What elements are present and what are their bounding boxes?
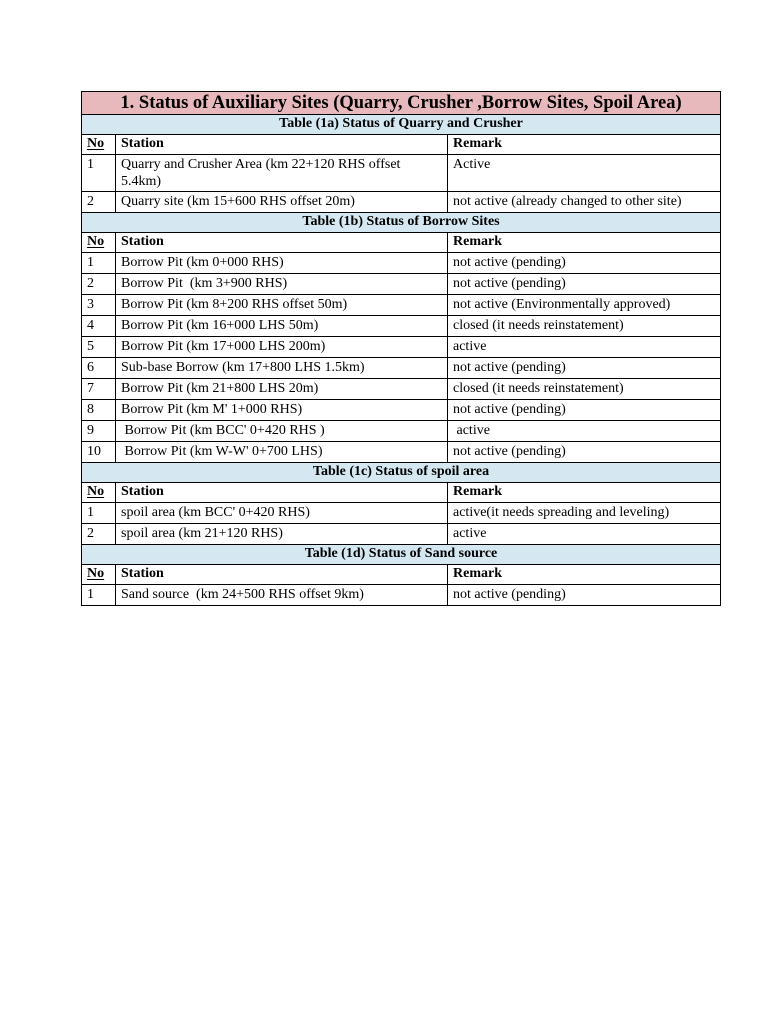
row-station: Borrow Pit (km 8+200 RHS offset 50m)	[116, 295, 448, 316]
header-remark: Remark	[448, 233, 721, 253]
row-station: Borrow Pit (km 0+000 RHS)	[116, 253, 448, 274]
table-row	[82, 585, 721, 606]
table-1d-header-row	[82, 565, 721, 585]
table-row	[82, 295, 721, 316]
row-remark: active	[448, 421, 721, 442]
row-station: Borrow Pit (km W-W' 0+700 LHS)	[116, 442, 448, 463]
row-no: 2	[82, 524, 116, 545]
row-remark: not active (pending)	[448, 358, 721, 379]
header-station: Station	[116, 233, 448, 253]
table-row	[82, 337, 721, 358]
row-station: Borrow Pit (km BCC' 0+420 RHS )	[116, 421, 448, 442]
row-no: 5	[82, 337, 116, 358]
row-remark: closed (it needs reinstatement)	[448, 316, 721, 337]
table-row	[82, 400, 721, 421]
table-1d-caption-row	[82, 545, 721, 565]
table-row	[82, 192, 721, 213]
row-no: 1	[82, 155, 116, 192]
header-remark: Remark	[448, 565, 721, 585]
row-no: 6	[82, 358, 116, 379]
table-1b-caption-row	[82, 213, 721, 233]
table-row	[82, 316, 721, 337]
table-1a-caption: Table (1a) Status of Quarry and Crusher	[82, 115, 721, 135]
table-row	[82, 379, 721, 400]
row-no: 10	[82, 442, 116, 463]
row-no: 1	[82, 503, 116, 524]
row-station: Quarry site (km 15+600 RHS offset 20m)	[116, 192, 448, 213]
row-station: Borrow Pit (km M' 1+000 RHS)	[116, 400, 448, 421]
row-no: 9	[82, 421, 116, 442]
table-row	[82, 253, 721, 274]
row-remark: not active (Environmentally approved)	[448, 295, 721, 316]
table-1a-header-row	[82, 135, 721, 155]
row-remark: active(it needs spreading and leveling)	[448, 503, 721, 524]
table-row	[82, 155, 721, 192]
auxiliary-sites-table	[81, 91, 721, 606]
row-remark: closed (it needs reinstatement)	[448, 379, 721, 400]
header-station: Station	[116, 135, 448, 155]
row-station: Borrow Pit (km 21+800 LHS 20m)	[116, 379, 448, 400]
row-station: spoil area (km BCC' 0+420 RHS)	[116, 503, 448, 524]
row-no: 1	[82, 585, 116, 606]
row-no: 8	[82, 400, 116, 421]
header-station: Station	[116, 483, 448, 503]
header-no: No	[82, 135, 116, 155]
table-1a-caption-row	[82, 115, 721, 135]
row-remark: not active (already changed to other site)	[448, 192, 721, 213]
row-no: 2	[82, 192, 116, 213]
table-row	[82, 274, 721, 295]
row-remark: not active (pending)	[448, 585, 721, 606]
header-remark: Remark	[448, 483, 721, 503]
row-no: 3	[82, 295, 116, 316]
table-row	[82, 358, 721, 379]
row-remark: Active	[448, 155, 721, 192]
row-station: Quarry and Crusher Area (km 22+120 RHS offset 5.4km)	[116, 155, 448, 192]
row-station: Sand source (km 24+500 RHS offset 9km)	[116, 585, 448, 606]
document-page	[81, 91, 720, 606]
table-1c-header-row	[82, 483, 721, 503]
header-station: Station	[116, 565, 448, 585]
row-remark: not active (pending)	[448, 253, 721, 274]
row-no: 4	[82, 316, 116, 337]
row-remark: not active (pending)	[448, 442, 721, 463]
table-1c-caption-row	[82, 463, 721, 483]
table-1b-header-row	[82, 233, 721, 253]
row-station: Borrow Pit (km 3+900 RHS)	[116, 274, 448, 295]
row-remark: active	[448, 524, 721, 545]
row-remark: active	[448, 337, 721, 358]
table-1b-caption: Table (1b) Status of Borrow Sites	[82, 213, 721, 233]
page-title: 1. Status of Auxiliary Sites (Quarry, Crusher ,Borrow Sites, Spoil Area)	[82, 92, 721, 115]
row-station: Borrow Pit (km 17+000 LHS 200m)	[116, 337, 448, 358]
header-no: No	[82, 483, 116, 503]
title-row	[82, 92, 721, 115]
table-row	[82, 421, 721, 442]
row-no: 7	[82, 379, 116, 400]
row-station: Sub-base Borrow (km 17+800 LHS 1.5km)	[116, 358, 448, 379]
row-no: 2	[82, 274, 116, 295]
table-row	[82, 442, 721, 463]
row-station: spoil area (km 21+120 RHS)	[116, 524, 448, 545]
table-row	[82, 524, 721, 545]
table-1d-caption: Table (1d) Status of Sand source	[82, 545, 721, 565]
row-remark: not active (pending)	[448, 400, 721, 421]
table-1c-caption: Table (1c) Status of spoil area	[82, 463, 721, 483]
header-remark: Remark	[448, 135, 721, 155]
row-station: Borrow Pit (km 16+000 LHS 50m)	[116, 316, 448, 337]
row-no: 1	[82, 253, 116, 274]
header-no: No	[82, 565, 116, 585]
row-remark: not active (pending)	[448, 274, 721, 295]
header-no: No	[82, 233, 116, 253]
table-row	[82, 503, 721, 524]
